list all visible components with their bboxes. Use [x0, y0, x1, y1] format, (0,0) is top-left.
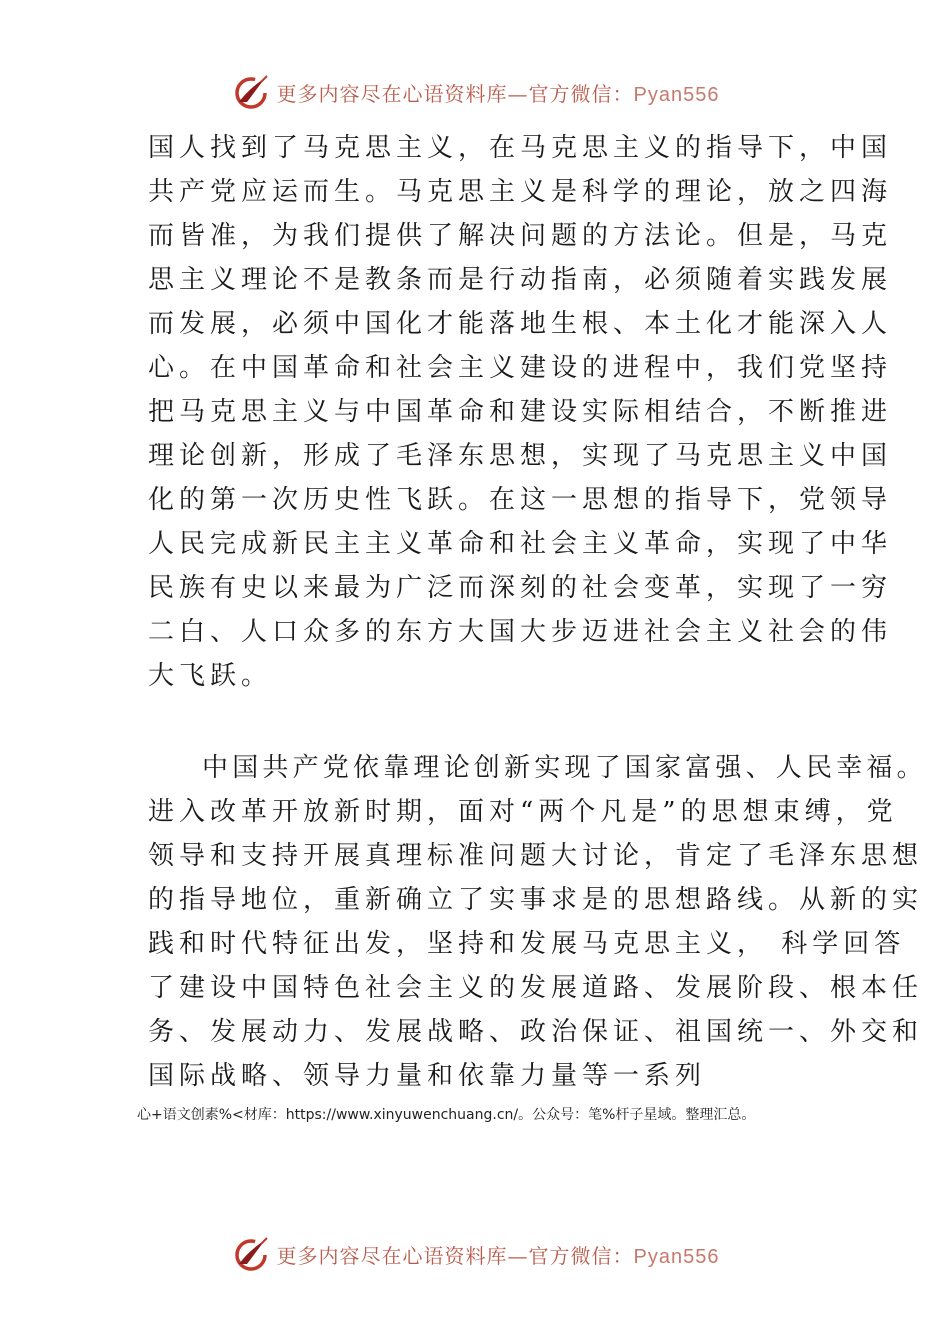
- footer-wechat-id: Pyan556: [633, 1245, 720, 1268]
- header-banner: [0, 68, 950, 116]
- text-line: 而发展，必须中国化才能落地生根、本土化才能深入人: [148, 309, 893, 339]
- text-line: 进入改革开放新时期，面对“两个凡是”的思想束缚，党: [148, 797, 898, 827]
- text-line: 共产党应运而生。马克思主义是科学的理论，放之四海: [148, 177, 893, 207]
- paragraph-2: [148, 746, 927, 1098]
- footer-banner-text: 更多内容尽在心语资料库—官方微信：: [276, 1243, 634, 1268]
- text-line: 心。在中国革命和社会主义建设的进程中，我们党坚持: [148, 353, 893, 383]
- text-line: 理论创新，形成了毛泽东思想，实现了马克思主义中国: [148, 441, 893, 471]
- text-line: 把马克思主义与中国革命和建设实际相结合，不断推进: [148, 397, 893, 427]
- text-line: 的指导地位，重新确立了实事求是的思想路线。从新的实: [148, 885, 924, 915]
- text-line: 了建设中国特色社会主义的发展道路、发展阶段、根本任: [148, 973, 924, 1003]
- text-line: 国人找到了马克思主义，在马克思主义的指导下，中国: [148, 133, 893, 163]
- source-note: 心+语文创素%<材库：https://www.xinyuwenchuang.cn/。公众号：笔%杆子星域。整理汇总。: [137, 1107, 756, 1123]
- footer-banner: [0, 1230, 950, 1278]
- paragraph-1: [148, 126, 893, 698]
- text-line: 而皆准，为我们提供了解决问题的方法论。但是，马克: [148, 221, 893, 251]
- text-line: 化的第一次历史性飞跃。在这一思想的指导下，党领导: [148, 485, 893, 515]
- brush-logo-icon: [231, 72, 271, 112]
- text-line: 领导和支持开展真理标准问题大讨论，肯定了毛泽东思想: [148, 841, 924, 871]
- brush-logo-icon: [231, 1234, 271, 1274]
- header-banner-text: 更多内容尽在心语资料库—官方微信：: [276, 81, 634, 106]
- text-line: 务、发展动力、发展战略、政治保证、祖国统一、外交和: [148, 1017, 924, 1047]
- text-line: 思主义理论不是教条而是行动指南，必须随着实践发展: [148, 265, 893, 295]
- text-line: 践和时代特征出发，坚持和发展马克思主义， 科学回答: [148, 929, 906, 959]
- text-line: 二白、人口众多的东方大国大步迈进社会主义社会的伟: [148, 617, 893, 647]
- text-line: 国际战略、领导力量和依靠力量等一系列: [148, 1061, 707, 1091]
- text-line: 大飞跃。: [148, 661, 273, 691]
- text-line: 中国共产党依靠理论创新实现了国家富强、人民幸福。: [202, 753, 927, 783]
- header-wechat-id: Pyan556: [633, 83, 720, 106]
- text-line: 民族有史以来最为广泛而深刻的社会变革，实现了一穷: [148, 573, 893, 603]
- text-line: 人民完成新民主主义革命和社会主义革命，实现了中华: [148, 529, 893, 559]
